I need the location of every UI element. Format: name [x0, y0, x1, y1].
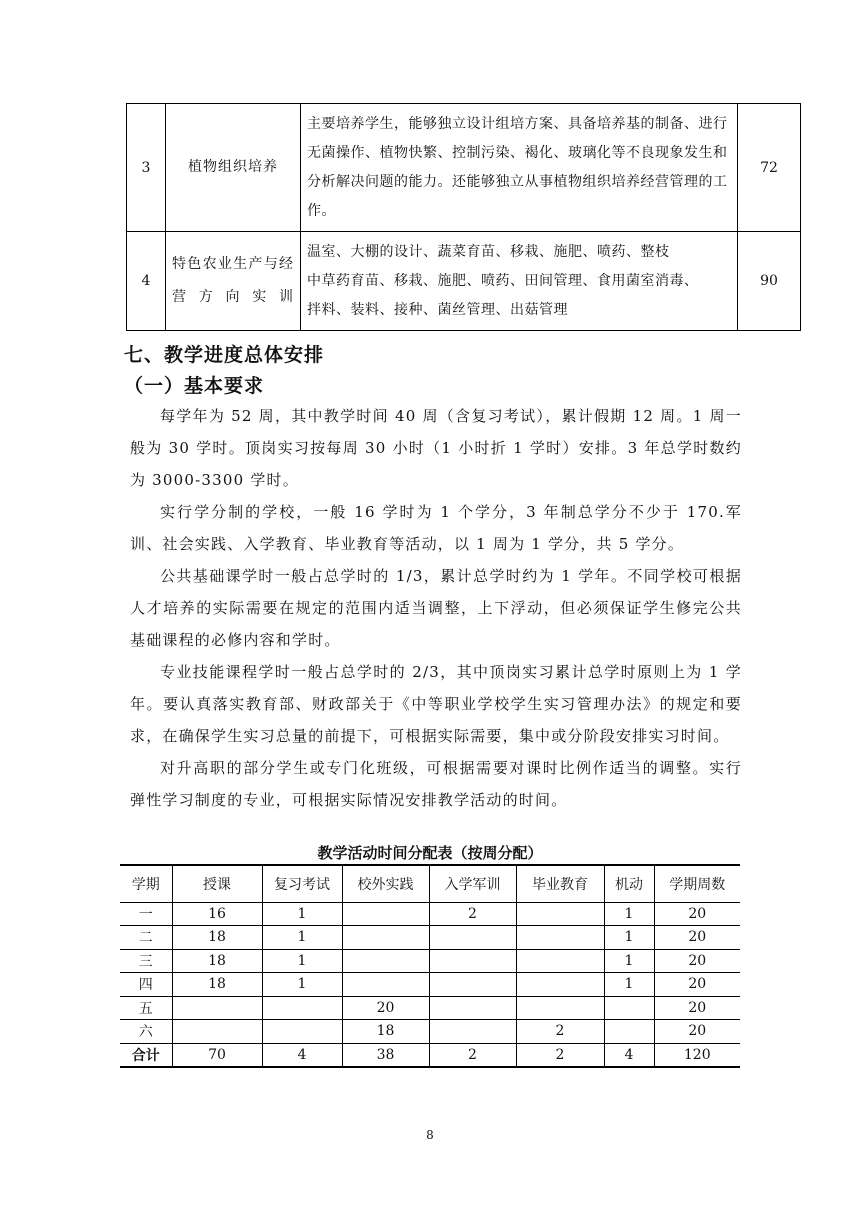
- table-cell: [342, 926, 429, 950]
- course-name: 特色农业生产与经营方向实训: [166, 232, 301, 331]
- table-cell: 20: [654, 996, 740, 1020]
- paragraph: 专业技能课程学时一般占总学时的 2/3，其中顶岗实习累计总学时原则上为 1 学年。要认真落实教育部、财政部关于《中等职业学校学生实习管理办法》的规定和要求，在确保学生实习总量的前提下，可根据实际需要，集中或分阶段安排实习时间。: [130, 663, 742, 745]
- course-name: 植物组织培养: [166, 104, 301, 232]
- table-cell: 4: [604, 1043, 654, 1067]
- paragraph: 每学年为 52 周，其中教学时间 40 周（含复习考试），累计假期 12 周。1 周一般为 30 学时。顶岗实习按每周 30 小时（1 小时折 1 学时）安排。3 年总学时数约为 3000-3300 学时。: [130, 407, 742, 489]
- course-row: [127, 232, 801, 331]
- body-text: [130, 400, 742, 816]
- table-cell: [342, 973, 429, 997]
- table-row: [120, 996, 740, 1020]
- time-allocation-table: [120, 864, 740, 1068]
- table-cell: 1: [604, 949, 654, 973]
- paragraph: 公共基础课学时一般占总学时的 1/3，累计总学时约为 1 学年。不同学校可根据人才培养的实际需要在规定的范围内适当调整，上下浮动，但必须保证学生修完公共基础课程的必修内容和学时。: [130, 567, 742, 649]
- table-cell: 1: [262, 902, 342, 926]
- header-cell: 复习考试: [262, 865, 342, 902]
- table-row: [120, 973, 740, 997]
- header-cell: 学期: [120, 865, 172, 902]
- table-cell: 20: [654, 973, 740, 997]
- table-cell: [604, 1020, 654, 1044]
- table-cell: 20: [654, 902, 740, 926]
- table-cell: 六: [120, 1020, 172, 1044]
- table-cell: [516, 996, 604, 1020]
- course-hours: 90: [738, 232, 801, 331]
- course-hours: 72: [738, 104, 801, 232]
- course-description-line: 温室、大棚的设计、蔬菜育苗、移栽、施肥、喷药、整枝: [307, 243, 670, 260]
- table-cell: 1: [262, 973, 342, 997]
- table-cell: [429, 973, 516, 997]
- table-cell: 二: [120, 926, 172, 950]
- table-row: [120, 926, 740, 950]
- table-cell: 1: [604, 926, 654, 950]
- course-description: 主要培养学生，能够独立设计组培方案、具备培养基的制备、进行无菌操作、植物快繁、控制污染、褐化、玻璃化等不良现象发生和分析解决问题的能力。还能够独立从事植物组织培养经营管理的工作。: [301, 104, 738, 232]
- section-heading: 七、教学进度总体安排: [124, 344, 325, 366]
- course-number: 4: [127, 232, 166, 331]
- table-cell: 1: [262, 949, 342, 973]
- header-cell: 校外实践: [342, 865, 429, 902]
- subsection-heading: （一）基本要求: [124, 375, 265, 397]
- table-cell: [342, 949, 429, 973]
- table-cell: [429, 926, 516, 950]
- table-cell: 1: [262, 926, 342, 950]
- table-cell: [429, 1020, 516, 1044]
- table-cell: 五: [120, 996, 172, 1020]
- table-cell: [516, 949, 604, 973]
- table-cell: 70: [172, 1043, 262, 1067]
- table-cell: [342, 902, 429, 926]
- table-cell: 四: [120, 973, 172, 997]
- table-cell: [604, 996, 654, 1020]
- table-cell: 18: [172, 973, 262, 997]
- table-cell: 4: [262, 1043, 342, 1067]
- table-header-row: [120, 865, 740, 902]
- table-cell: 一: [120, 902, 172, 926]
- header-cell: 机动: [604, 865, 654, 902]
- table-cell: [262, 996, 342, 1020]
- table-cell: 20: [342, 996, 429, 1020]
- table-total-row: [120, 1043, 740, 1067]
- page-number: 8: [426, 1128, 434, 1142]
- table-row: [120, 949, 740, 973]
- course-table: [126, 103, 801, 331]
- paragraph: 对升高职的部分学生或专门化班级，可根据需要对课时比例作适当的调整。实行弹性学习制度的专业，可根据实际情况安排教学活动的时间。: [130, 759, 742, 809]
- course-description-line: 拌料、装料、接种、菌丝管理、出菇管理: [307, 301, 568, 318]
- paragraph: 实行学分制的学校，一般 16 学时为 1 个学分，3 年制总学分不少于 170.军训、社会实践、入学教育、毕业教育等活动，以 1 周为 1 学分，共 5 学分。: [130, 503, 742, 553]
- table-cell: 2: [429, 1043, 516, 1067]
- table-row: [120, 1020, 740, 1044]
- table-cell: [429, 996, 516, 1020]
- table-cell: 38: [342, 1043, 429, 1067]
- table-cell: 120: [654, 1043, 740, 1067]
- table-cell: 2: [516, 1043, 604, 1067]
- table-cell: 20: [654, 949, 740, 973]
- table-cell: 18: [172, 926, 262, 950]
- table-cell: 20: [654, 926, 740, 950]
- table-cell: 1: [604, 973, 654, 997]
- header-cell: 授课: [172, 865, 262, 902]
- table-cell: 18: [342, 1020, 429, 1044]
- course-description: [301, 232, 738, 331]
- course-row: [127, 104, 801, 232]
- table-cell: 1: [604, 902, 654, 926]
- table-cell: [262, 1020, 342, 1044]
- table-cell: 16: [172, 902, 262, 926]
- course-description-line: 中草药育苗、移栽、施肥、喷药、田间管理、食用菌室消毒、: [307, 272, 699, 289]
- table-cell: [516, 973, 604, 997]
- table-cell: [172, 996, 262, 1020]
- table-cell: 2: [516, 1020, 604, 1044]
- course-number: 3: [127, 104, 166, 232]
- table-cell: 18: [172, 949, 262, 973]
- table-cell: [516, 926, 604, 950]
- table-cell: [429, 949, 516, 973]
- table-cell: 三: [120, 949, 172, 973]
- header-cell: 入学军训: [429, 865, 516, 902]
- table-cell: 20: [654, 1020, 740, 1044]
- total-label: 合计: [120, 1043, 172, 1067]
- header-cell: 学期周数: [654, 865, 740, 902]
- table-cell: 2: [429, 902, 516, 926]
- header-cell: 毕业教育: [516, 865, 604, 902]
- table-row: [120, 902, 740, 926]
- table-caption: 教学活动时间分配表（按周分配）: [317, 844, 543, 862]
- table-cell: [172, 1020, 262, 1044]
- table-cell: [516, 902, 604, 926]
